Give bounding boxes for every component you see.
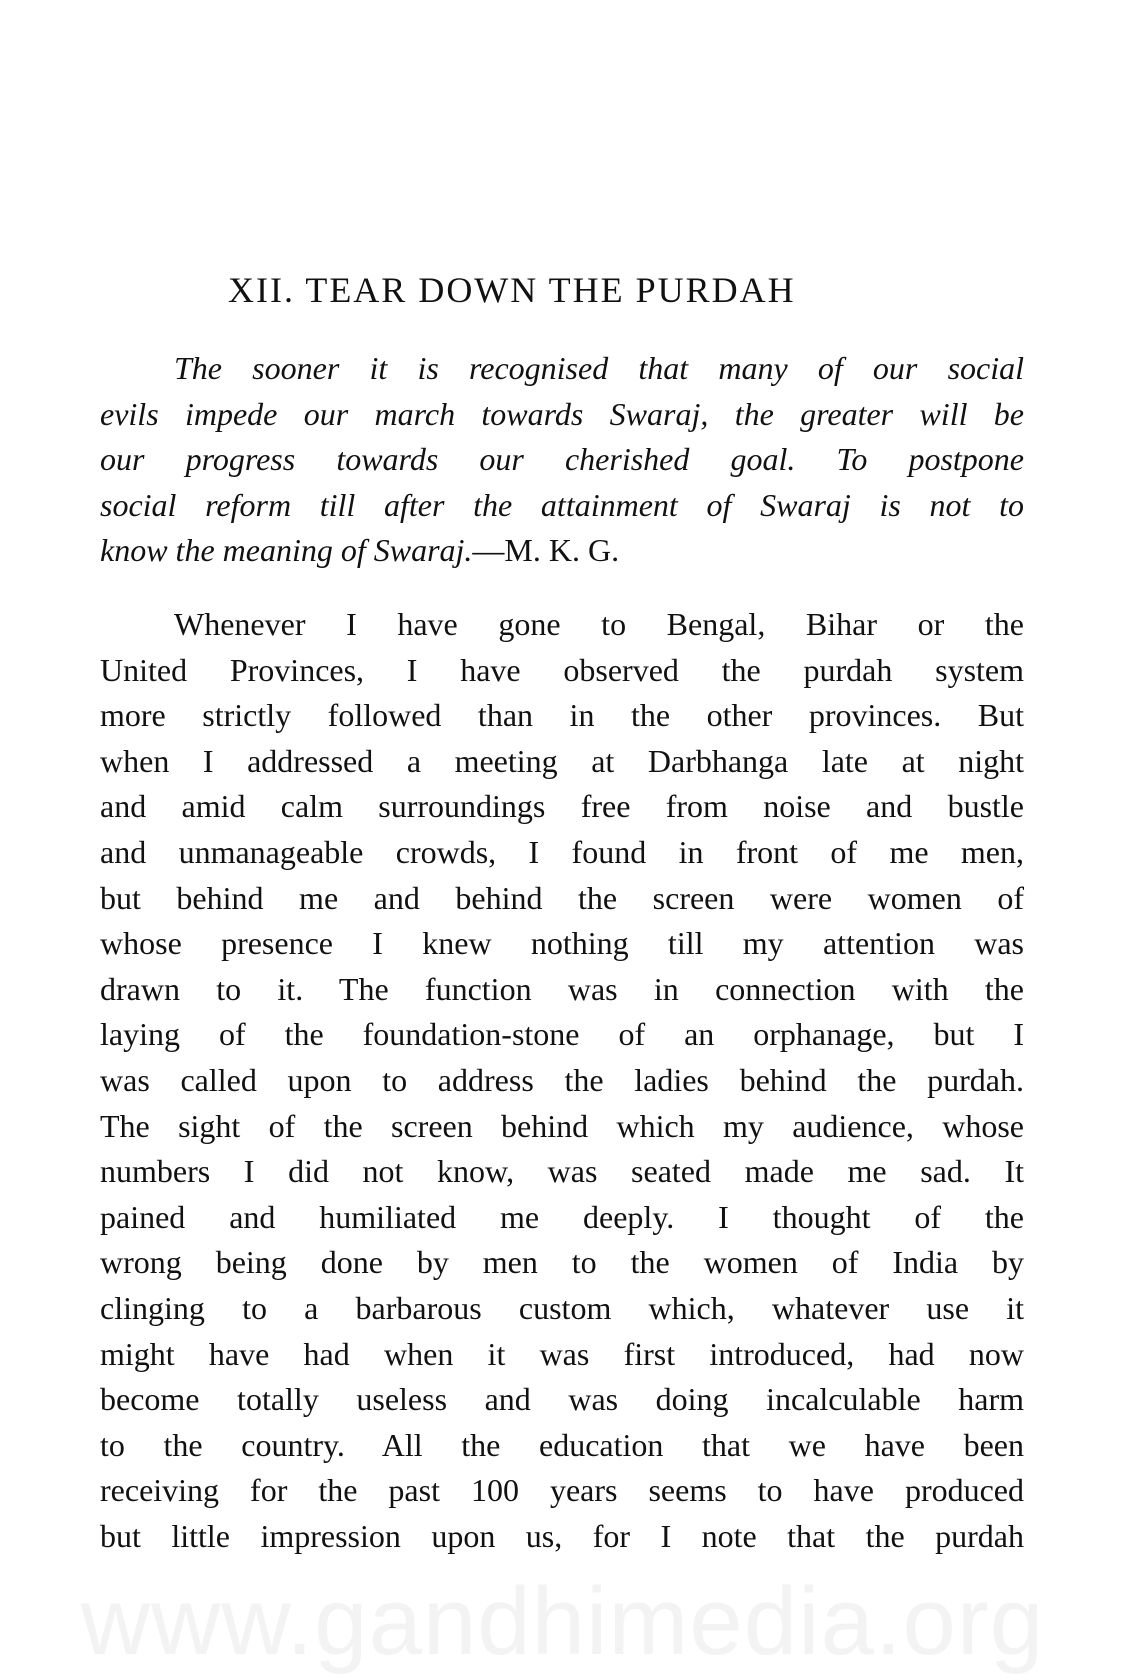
chapter-title: XII. TEAR DOWN THE PURDAH — [228, 270, 796, 310]
paragraph-line: but behind me and behind the screen were women of — [100, 879, 1024, 916]
epigraph-line: The sooner it is recognised that many of our social — [174, 350, 1024, 386]
epigraph-last-line — [100, 528, 1024, 574]
paragraph-line: receiving for the past 100 years seems to have produced — [100, 1472, 1024, 1509]
epigraph-line: our progress towards our cherished goal. To postpone — [100, 441, 1024, 478]
epigraph-signature: —M. K. G. — [472, 532, 620, 569]
paragraph-line: clinging to a barbarous custom which, whatever use it — [100, 1289, 1024, 1326]
paragraph-line: drawn to it. The function was in connection with the — [100, 970, 1024, 1007]
paragraph-line: pained and humiliated me deeply. I thought of the — [100, 1198, 1024, 1235]
paragraph-line: and unmanageable crowds, I found in front of me men, — [100, 833, 1024, 870]
paragraph-line: might have had when it was first introduced, had now — [100, 1335, 1024, 1372]
paragraph-line: United Provinces, I have observed the purdah system — [100, 651, 1024, 688]
paragraph-line: laying of the foundation-stone of an orphanage, but I — [100, 1016, 1024, 1053]
paragraph-line: to the country. All the education that we have been — [100, 1426, 1024, 1463]
paragraph-line: was called upon to address the ladies behind the purdah. — [100, 1061, 1024, 1098]
watermark: www.gandhimedia.org — [80, 1568, 1045, 1675]
epigraph-line: know the meaning of Swaraj. — [100, 532, 473, 569]
epigraph-line: evils impede our march towards Swaraj, the greater will be — [100, 395, 1024, 432]
paragraph-line: but little impression upon us, for I note that the purdah — [100, 1517, 1024, 1554]
paragraph-line: Whenever I have gone to Bengal, Bihar or the — [174, 606, 1024, 642]
paragraph-line: when I addressed a meeting at Darbhanga late at night — [100, 742, 1024, 779]
body-paragraph — [100, 602, 1024, 1559]
paragraph-line: more strictly followed than in the other provinces. But — [100, 697, 1024, 734]
paragraph-line: whose presence I knew nothing till my attention was — [100, 925, 1024, 962]
paragraph-line: numbers I did not know, was seated made me sad. It — [100, 1153, 1024, 1190]
paragraph-line: The sight of the screen behind which my audience, whose — [100, 1107, 1024, 1144]
epigraph-line: social reform till after the attainment of Swaraj is not to — [100, 486, 1024, 523]
epigraph — [100, 346, 1024, 574]
paragraph-line: wrong being done by men to the women of India by — [100, 1244, 1024, 1281]
paragraph-line: and amid calm surroundings free from noise and bustle — [100, 788, 1024, 825]
paragraph-line: become totally useless and was doing incalculable harm — [100, 1381, 1024, 1418]
